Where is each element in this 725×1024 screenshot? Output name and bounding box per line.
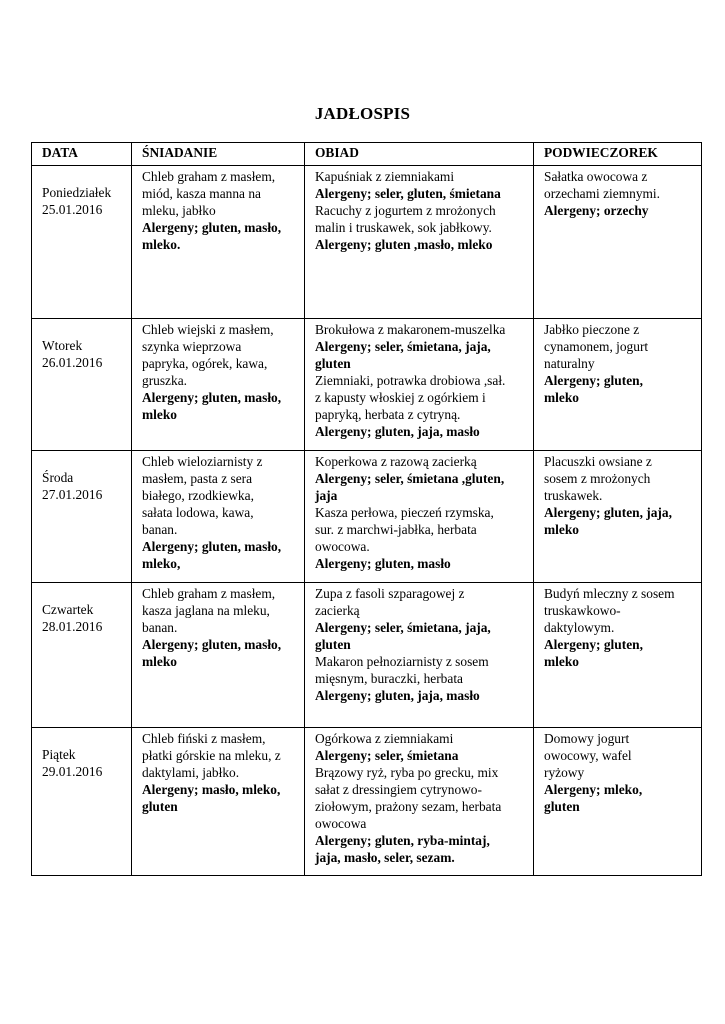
breakfast-text: płatki górskie na mleku, z: [142, 748, 281, 763]
breakfast-cell: [132, 451, 305, 583]
lunch-cell: [305, 319, 534, 451]
breakfast-allergens: Alergeny; gluten, masło,: [142, 390, 282, 405]
breakfast-allergens: mleko,: [142, 556, 181, 571]
snack-allergens: gluten: [544, 799, 580, 814]
snack-text: Placuszki owsiane z: [544, 454, 652, 469]
snack-text: Sałatka owocowa z: [544, 169, 648, 184]
date-value: 26.01.2016: [42, 355, 103, 370]
snack-allergens: mleko: [544, 522, 579, 537]
snack-text: orzechami ziemnymi.: [544, 186, 661, 201]
menu-body: [32, 166, 702, 876]
lunch-allergens: Alergeny; seler, śmietana, jaja,: [315, 339, 491, 354]
lunch-text: owocowa.: [315, 539, 370, 554]
breakfast-cell: [132, 583, 305, 728]
lunch-text: Ogórkowa z ziemniakami: [315, 731, 454, 746]
lunch-allergens: Alergeny; gluten, masło: [315, 556, 451, 571]
table-row: [32, 728, 702, 876]
lunch-text: papryką, herbata z cytryną.: [315, 407, 461, 422]
lunch-cell: [305, 583, 534, 728]
snack-cell: [534, 451, 702, 583]
breakfast-text: daktylami, jabłko.: [142, 765, 240, 780]
lunch-text: Ziemniaki, potrawka drobiowa ,sał.: [315, 373, 506, 388]
snack-text: daktylowym.: [544, 620, 615, 635]
breakfast-allergens: gluten: [142, 799, 178, 814]
breakfast-allergens: mleko: [142, 407, 177, 422]
lunch-allergens: Alergeny; seler, gluten, śmietana: [315, 186, 501, 201]
date-cell: [32, 451, 132, 583]
lunch-text: mięsnym, buraczki, herbata: [315, 671, 463, 686]
snack-text: Budyń mleczny z sosem: [544, 586, 675, 601]
breakfast-text: papryka, ogórek, kawa,: [142, 356, 268, 371]
lunch-text: Brązowy ryż, ryba po grecku, mix: [315, 765, 499, 780]
lunch-allergens: Alergeny; seler, śmietana, jaja,: [315, 620, 491, 635]
lunch-allergens: Alergeny; gluten, jaja, masło: [315, 688, 480, 703]
breakfast-text: Chleb wiejski z masłem,: [142, 322, 274, 337]
breakfast-text: Chleb graham z masłem,: [142, 169, 276, 184]
snack-text: cynamonem, jogurt: [544, 339, 649, 354]
day-name: Środa: [42, 470, 74, 485]
snack-text: naturalny: [544, 356, 595, 371]
breakfast-allergens: Alergeny; gluten, masło,: [142, 637, 282, 652]
lunch-allergens: Alergeny; gluten, jaja, masło: [315, 424, 480, 439]
header-date: DATA: [32, 143, 132, 166]
lunch-cell: [305, 728, 534, 876]
lunch-text: sur. z marchwi-jabłka, herbata: [315, 522, 477, 537]
snack-text: truskawkowo-: [544, 603, 621, 618]
day-name: Czwartek: [42, 602, 94, 617]
lunch-text: Brokułowa z makaronem-muszelka: [315, 322, 506, 337]
snack-allergens: Alergeny; gluten,: [544, 373, 643, 388]
day-name: Piątek: [42, 747, 76, 762]
date-cell: [32, 166, 132, 319]
snack-text: owocowy, wafel: [544, 748, 632, 763]
date-cell: [32, 728, 132, 876]
lunch-text: Kapuśniak z ziemniakami: [315, 169, 455, 184]
lunch-allergens: jaja, masło, seler, sezam.: [315, 850, 455, 865]
breakfast-text: miód, kasza manna na: [142, 186, 261, 201]
breakfast-text: kasza jaglana na mleku,: [142, 603, 270, 618]
snack-text: Domowy jogurt: [544, 731, 630, 746]
table-row: [32, 319, 702, 451]
lunch-allergens: Alergeny; seler, śmietana ,gluten,: [315, 471, 505, 486]
snack-cell: [534, 583, 702, 728]
lunch-allergens: jaja: [315, 488, 338, 503]
lunch-text: sałat z dressingiem cytrynowo-: [315, 782, 482, 797]
lunch-text: Kasza perłowa, pieczeń rzymska,: [315, 505, 494, 520]
date-cell: [32, 319, 132, 451]
breakfast-text: sałata lodowa, kawa,: [142, 505, 254, 520]
lunch-allergens: Alergeny; gluten, ryba-mintaj,: [315, 833, 490, 848]
lunch-text: Zupa z fasoli szparagowej z: [315, 586, 465, 601]
breakfast-allergens: mleko: [142, 654, 177, 669]
date-value: 28.01.2016: [42, 619, 103, 634]
breakfast-text: szynka wieprzowa: [142, 339, 242, 354]
breakfast-text: Chleb graham z masłem,: [142, 586, 276, 601]
breakfast-text: banan.: [142, 522, 178, 537]
snack-allergens: Alergeny; gluten, jaja,: [544, 505, 672, 520]
breakfast-text: Chleb wieloziarnisty z: [142, 454, 263, 469]
lunch-allergens: Alergeny; seler, śmietana: [315, 748, 459, 763]
lunch-text: Makaron pełnoziarnisty z sosem: [315, 654, 489, 669]
breakfast-text: mleku, jabłko: [142, 203, 216, 218]
breakfast-allergens: Alergeny; gluten, masło,: [142, 539, 282, 554]
snack-cell: [534, 319, 702, 451]
snack-allergens: Alergeny; orzechy: [544, 203, 649, 218]
snack-allergens: Alergeny; gluten,: [544, 637, 643, 652]
date-value: 29.01.2016: [42, 764, 103, 779]
breakfast-text: białego, rzodkiewka,: [142, 488, 254, 503]
table-row: [32, 451, 702, 583]
lunch-text: malin i truskawek, sok jabłkowy.: [315, 220, 492, 235]
breakfast-cell: [132, 166, 305, 319]
snack-allergens: Alergeny; mleko,: [544, 782, 643, 797]
breakfast-text: gruszka.: [142, 373, 187, 388]
date-value: 25.01.2016: [42, 202, 103, 217]
lunch-text: zacierką: [315, 603, 360, 618]
breakfast-allergens: mleko.: [142, 237, 181, 252]
lunch-text: owocowa: [315, 816, 367, 831]
header-snack: PODWIECZOREK: [534, 143, 702, 166]
breakfast-text: banan.: [142, 620, 178, 635]
snack-text: ryżowy: [544, 765, 585, 780]
day-name: Poniedziałek: [42, 185, 112, 200]
lunch-cell: [305, 451, 534, 583]
lunch-text: Racuchy z jogurtem z mrożonych: [315, 203, 496, 218]
date-value: 27.01.2016: [42, 487, 103, 502]
snack-text: sosem z mrożonych: [544, 471, 651, 486]
day-name: Wtorek: [42, 338, 83, 353]
header-lunch: OBIAD: [305, 143, 534, 166]
table-row: [32, 583, 702, 728]
menu-table: [31, 142, 702, 876]
lunch-text: z kapusty włoskiej z ogórkiem i: [315, 390, 486, 405]
breakfast-allergens: Alergeny; masło, mleko,: [142, 782, 281, 797]
snack-cell: [534, 166, 702, 319]
snack-allergens: mleko: [544, 654, 579, 669]
table-row: [32, 166, 702, 319]
lunch-cell: [305, 166, 534, 319]
lunch-allergens: gluten: [315, 637, 351, 652]
lunch-text: Koperkowa z razową zacierką: [315, 454, 477, 469]
lunch-allergens: Alergeny; gluten ,masło, mleko: [315, 237, 493, 252]
snack-allergens: mleko: [544, 390, 579, 405]
lunch-text: ziołowym, prażony sezam, herbata: [315, 799, 502, 814]
date-cell: [32, 583, 132, 728]
page-title: JADŁOSPIS: [314, 104, 411, 123]
snack-text: truskawek.: [544, 488, 603, 503]
breakfast-text: masłem, pasta z sera: [142, 471, 253, 486]
snack-cell: [534, 728, 702, 876]
breakfast-text: Chleb fiński z masłem,: [142, 731, 266, 746]
breakfast-cell: [132, 319, 305, 451]
breakfast-cell: [132, 728, 305, 876]
header-breakfast: ŚNIADANIE: [132, 143, 305, 166]
lunch-allergens: gluten: [315, 356, 351, 371]
breakfast-allergens: Alergeny; gluten, masło,: [142, 220, 282, 235]
header-row: [32, 143, 702, 166]
snack-text: Jabłko pieczone z: [544, 322, 640, 337]
